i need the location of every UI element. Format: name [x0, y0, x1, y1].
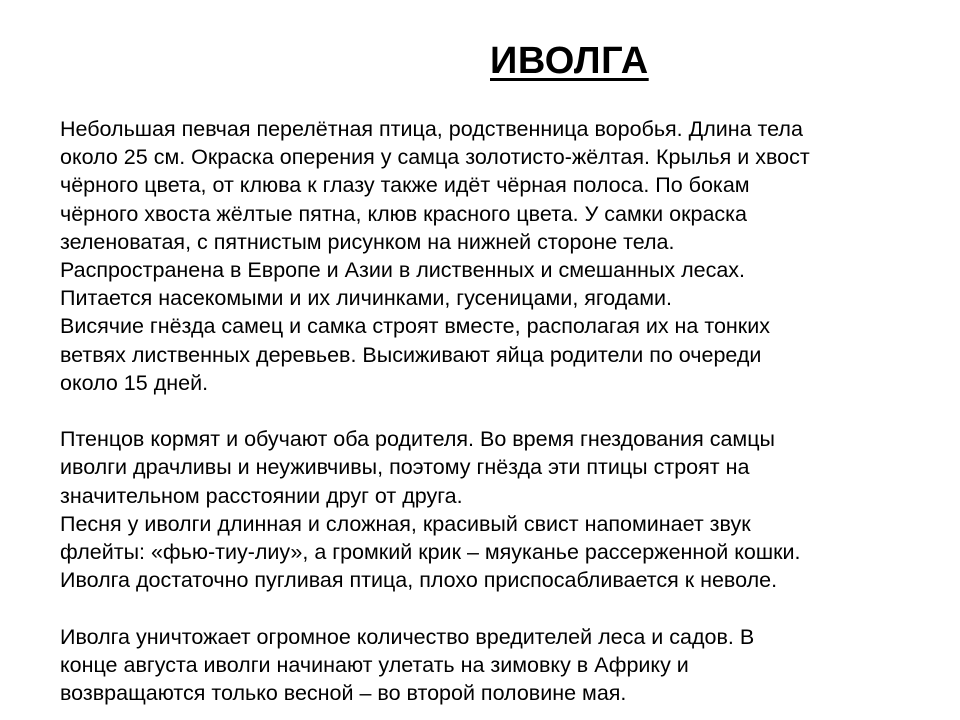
text-line: Распространена в Европе и Азии в лиственных и смешанных лесах. — [60, 258, 745, 283]
article-body — [60, 115, 940, 707]
text-line: около 15 дней. — [60, 370, 209, 395]
paragraph-3 — [60, 623, 940, 708]
text-line: Песня у иволги длинная и сложная, красивый свист напоминает звук — [60, 511, 751, 536]
text-line: Висячие гнёзда самец и самка строят вместе, располагая их на тонких — [60, 314, 770, 339]
text-line: Питается насекомыми и их личинками, гусеницами, ягодами. — [60, 286, 673, 311]
text-line: значительном расстоянии друг от друга. — [60, 483, 463, 508]
text-line: ветвях лиственных деревьев. Высиживают яйца родители по очереди — [60, 342, 762, 367]
text-line: возвращаются только весной – во второй половине мая. — [60, 681, 627, 706]
paragraph-spacer — [60, 397, 940, 425]
text-line: конце августа иволги начинают улетать на зимовку в Африку и — [60, 652, 689, 677]
page-title: ИВОЛГА — [490, 40, 649, 82]
text-line: зеленоватая, с пятнистым рисунком на нижней стороне тела. — [60, 229, 675, 254]
paragraph-spacer — [60, 594, 940, 622]
paragraph-2 — [60, 425, 940, 594]
text-line: Иволга достаточно пугливая птица, плохо приспосабливается к неволе. — [60, 568, 778, 593]
text-line: флейты: «фью-тиу-лиу», а громкий крик – мяуканье рассерженной кошки. — [60, 540, 801, 565]
text-line: Птенцов кормят и обучают оба родителя. Во время гнездования самцы — [60, 427, 775, 452]
text-line: около 25 см. Окраска оперения у самца золотисто-жёлтая. Крылья и хвост — [60, 145, 810, 170]
text-line: иволги драчливы и неуживчивы, поэтому гнёзда эти птицы строят на — [60, 455, 750, 480]
text-line: Небольшая певчая перелётная птица, родственница воробья. Длина тела — [60, 117, 803, 141]
paragraph-1 — [60, 115, 940, 397]
text-line: Иволга уничтожает огромное количество вредителей леса и садов. В — [60, 624, 755, 649]
text-line: чёрного хвоста жёлтые пятна, клюв красного цвета. У самки окраска — [60, 201, 747, 226]
text-line: чёрного цвета, от клюва к глазу также идёт чёрная полоса. По бокам — [60, 173, 750, 198]
